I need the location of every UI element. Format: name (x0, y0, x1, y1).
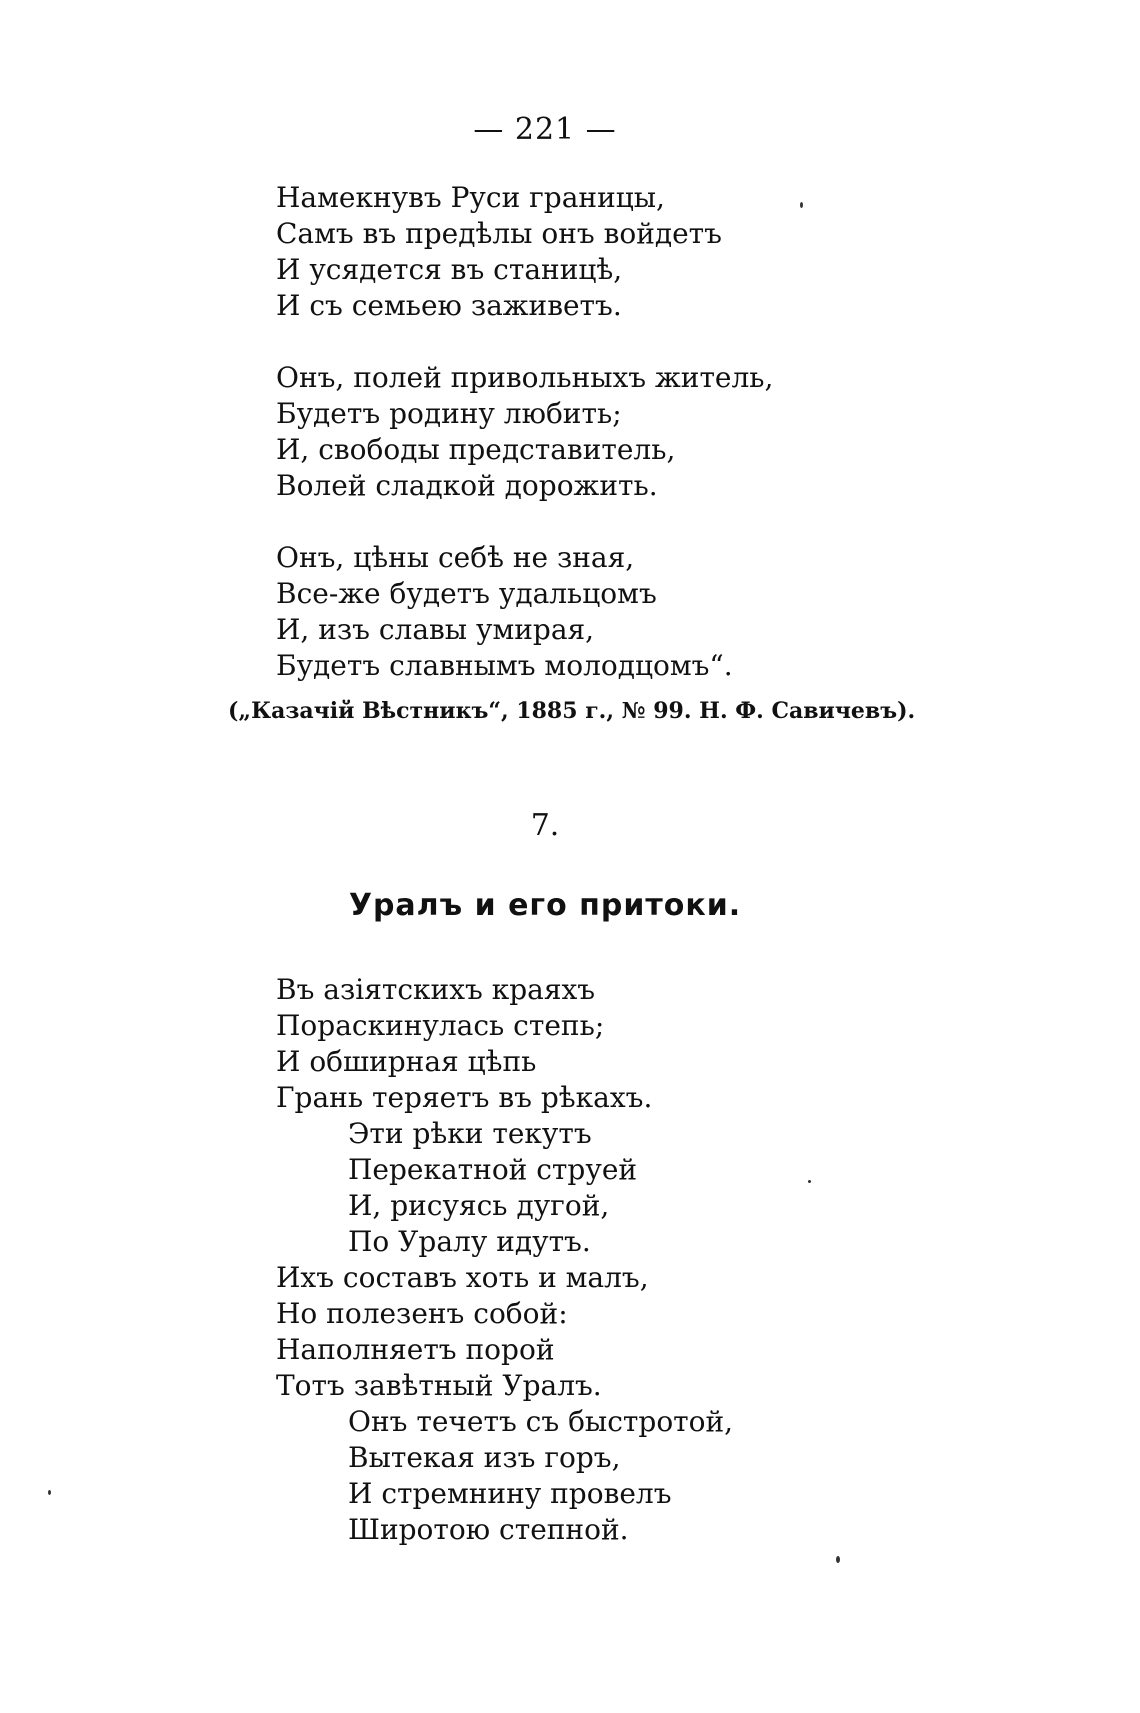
poem-line: Будетъ славнымъ молодцомъ“. (276, 649, 733, 682)
poem-line: Все-же будетъ удальцомъ (276, 577, 657, 610)
scan-speck (808, 1180, 811, 1183)
poem-line: Эти рѣки текутъ (348, 1117, 592, 1150)
poem-line: Пораскинулась степь; (276, 1009, 605, 1042)
scan-speck (836, 1556, 840, 1563)
poem-line: Ихъ составъ хоть и малъ, (276, 1261, 649, 1294)
poem-line: Наполняетъ порой (276, 1333, 555, 1366)
poem1-stanza-2 (276, 360, 773, 504)
poem-line: Онъ, полей привольныхъ житель, (276, 361, 774, 394)
poem-line: Но полезенъ собой: (276, 1297, 568, 1330)
poem-line: Самъ въ предѣлы онъ войдетъ (276, 217, 722, 250)
poem-line: И обширная цѣпь (276, 1045, 537, 1078)
poem-line: И, свободы представитель, (276, 433, 676, 466)
page-number: — 221 — (473, 112, 617, 147)
poem-line: Волей сладкой дорожить. (276, 469, 658, 502)
poem-line: По Уралу идутъ. (348, 1225, 591, 1258)
poem1-stanza-3 (276, 540, 733, 684)
poem2 (276, 972, 733, 1548)
poem-line: Грань теряетъ въ рѣкахъ. (276, 1081, 653, 1114)
poem-line: И усядется въ станицѣ, (276, 253, 623, 286)
scan-speck (800, 202, 803, 208)
scan-speck (48, 1490, 51, 1495)
poem1-stanza-1 (276, 180, 722, 324)
poem-line: И съ семьею заживетъ. (276, 289, 622, 322)
poem-line: Онъ, цѣны себѣ не зная, (276, 541, 635, 574)
poem-line: И, изъ славы умирая, (276, 613, 595, 646)
poem-line: И стремнину провелъ (348, 1477, 672, 1510)
poem-line: Широтою степной. (348, 1513, 629, 1546)
poem-line: Будетъ родину любить; (276, 397, 622, 430)
poem-line: Перекатной струей (348, 1153, 638, 1186)
poem-line: Намекнувъ Руси границы, (276, 181, 665, 214)
poem-line: И, рисуясь дугой, (348, 1189, 610, 1222)
poem-line: Вытекая изъ горъ, (348, 1441, 621, 1474)
citation: („Казачій Вѣстникъ“, 1885 г., № 99. Н. Ф. Савичевъ). (228, 698, 916, 724)
section-number: 7. (530, 808, 560, 843)
poem-line: Въ азіятскихъ краяхъ (276, 973, 596, 1006)
poem-line: Тотъ завѣтный Уралъ. (276, 1369, 602, 1402)
section-title: Уралъ и его притоки. (348, 888, 742, 923)
poem-line: Онъ течетъ съ быстротой, (348, 1405, 734, 1438)
